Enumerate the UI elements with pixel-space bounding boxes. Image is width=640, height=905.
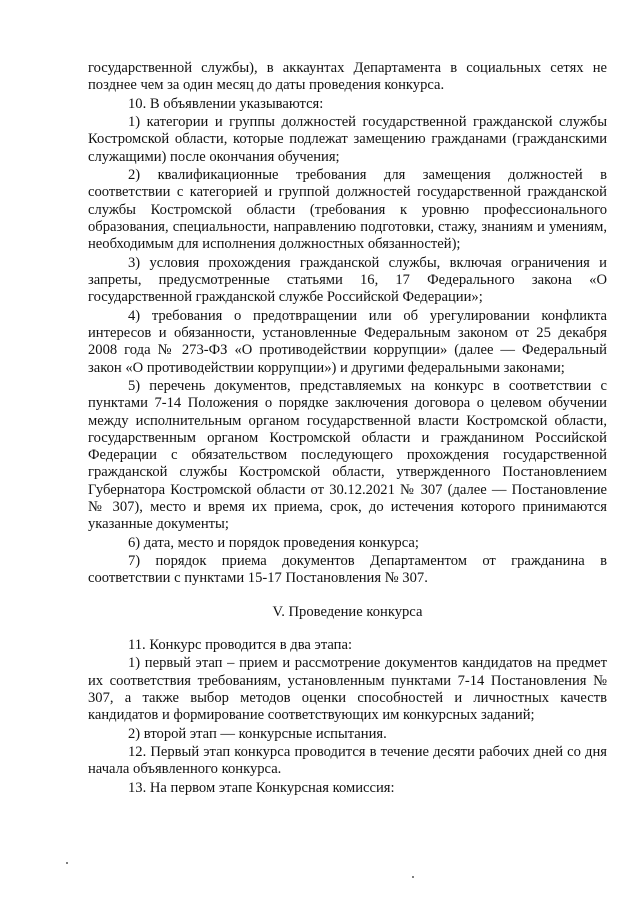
paragraph: 3) условия прохождения гражданской службы, включая ограничения и запреты, предусмотренные статьями 16, 17 Федерального закона «О государственной гражданской службе Российской Федерации»; (88, 254, 607, 306)
paragraph: 12. Первый этап конкурса проводится в течение десяти рабочих дней со дня начала объявленного конкурса. (88, 744, 607, 778)
document-body (88, 60, 607, 798)
paragraph: 4) требования о предотвращении или об урегулировании конфликта интересов и обязанности, установленные Федеральным законом от 25 декабря 2008 года № 273-ФЗ «О противодействии коррупции» (далее — Федеральный закон «О противодействии коррупции») и другими федеральными законами; (88, 307, 607, 376)
paragraph: 7) порядок приема документов Департаментом от гражданина в соответствии с пунктами 15-17 Постановления № 307. (88, 553, 607, 587)
paragraph: 1) категории и группы должностей государственной гражданской службы Костромской области, которые подлежат замещению гражданами (гражданскими служащими) после окончания обучения; (88, 114, 607, 165)
section-heading: V. Проведение конкурса (272, 603, 423, 620)
paragraph: государственной службы), в аккаунтах Департамента в социальных сетях не позднее чем за один месяц до даты проведения конкурса. (88, 60, 607, 94)
scan-speck (66, 862, 68, 864)
paragraph: 1) первый этап – прием и рассмотрение документов кандидатов на предмет их соответствия требованиям, установленным пунктами 7-14 Постановления № 307, а также выбор методов оценки способностей и личностных качеств кандидатов и формирование соответствующих им конкурсных заданий; (88, 655, 607, 724)
paragraph: 13. На первом этапе Конкурсная комиссия: (128, 779, 395, 796)
paragraph: 11. Конкурс проводится в два этапа: (128, 636, 353, 653)
paragraph: 2) квалификационные требования для замещения должностей в соответствии с категорией и группой должностей государственной гражданской службы Костромской области (требования к уровню профессионального образования, специальности, направлению подготовки, стажу, знаниям и умениям, необходимым для исполнения должностных обязанностей); (88, 167, 607, 253)
paragraph: 2) второй этап — конкурсные испытания. (128, 725, 387, 742)
paragraph: 6) дата, место и порядок проведения конкурса; (128, 534, 419, 551)
paragraph: 10. В объявлении указываются: (128, 95, 324, 112)
paragraph: 5) перечень документов, представляемых на конкурс в соответствии с пунктами 7-14 Положения о порядке заключения договора о целевом обучении между исполнительным органом государственной власти Костромской области, государственным органом Костромской области и гражданином Российской Федерации с обязательством последующего прохождения государственной гражданской службы Костромской области, утвержденного Постановлением Губернатора Костромской области от 30.12.2021 № 307 (далее — Постановление № 307), место и время их приема, срок, до истечения которого принимаются указанные документы; (88, 377, 607, 533)
scan-speck (412, 876, 414, 878)
